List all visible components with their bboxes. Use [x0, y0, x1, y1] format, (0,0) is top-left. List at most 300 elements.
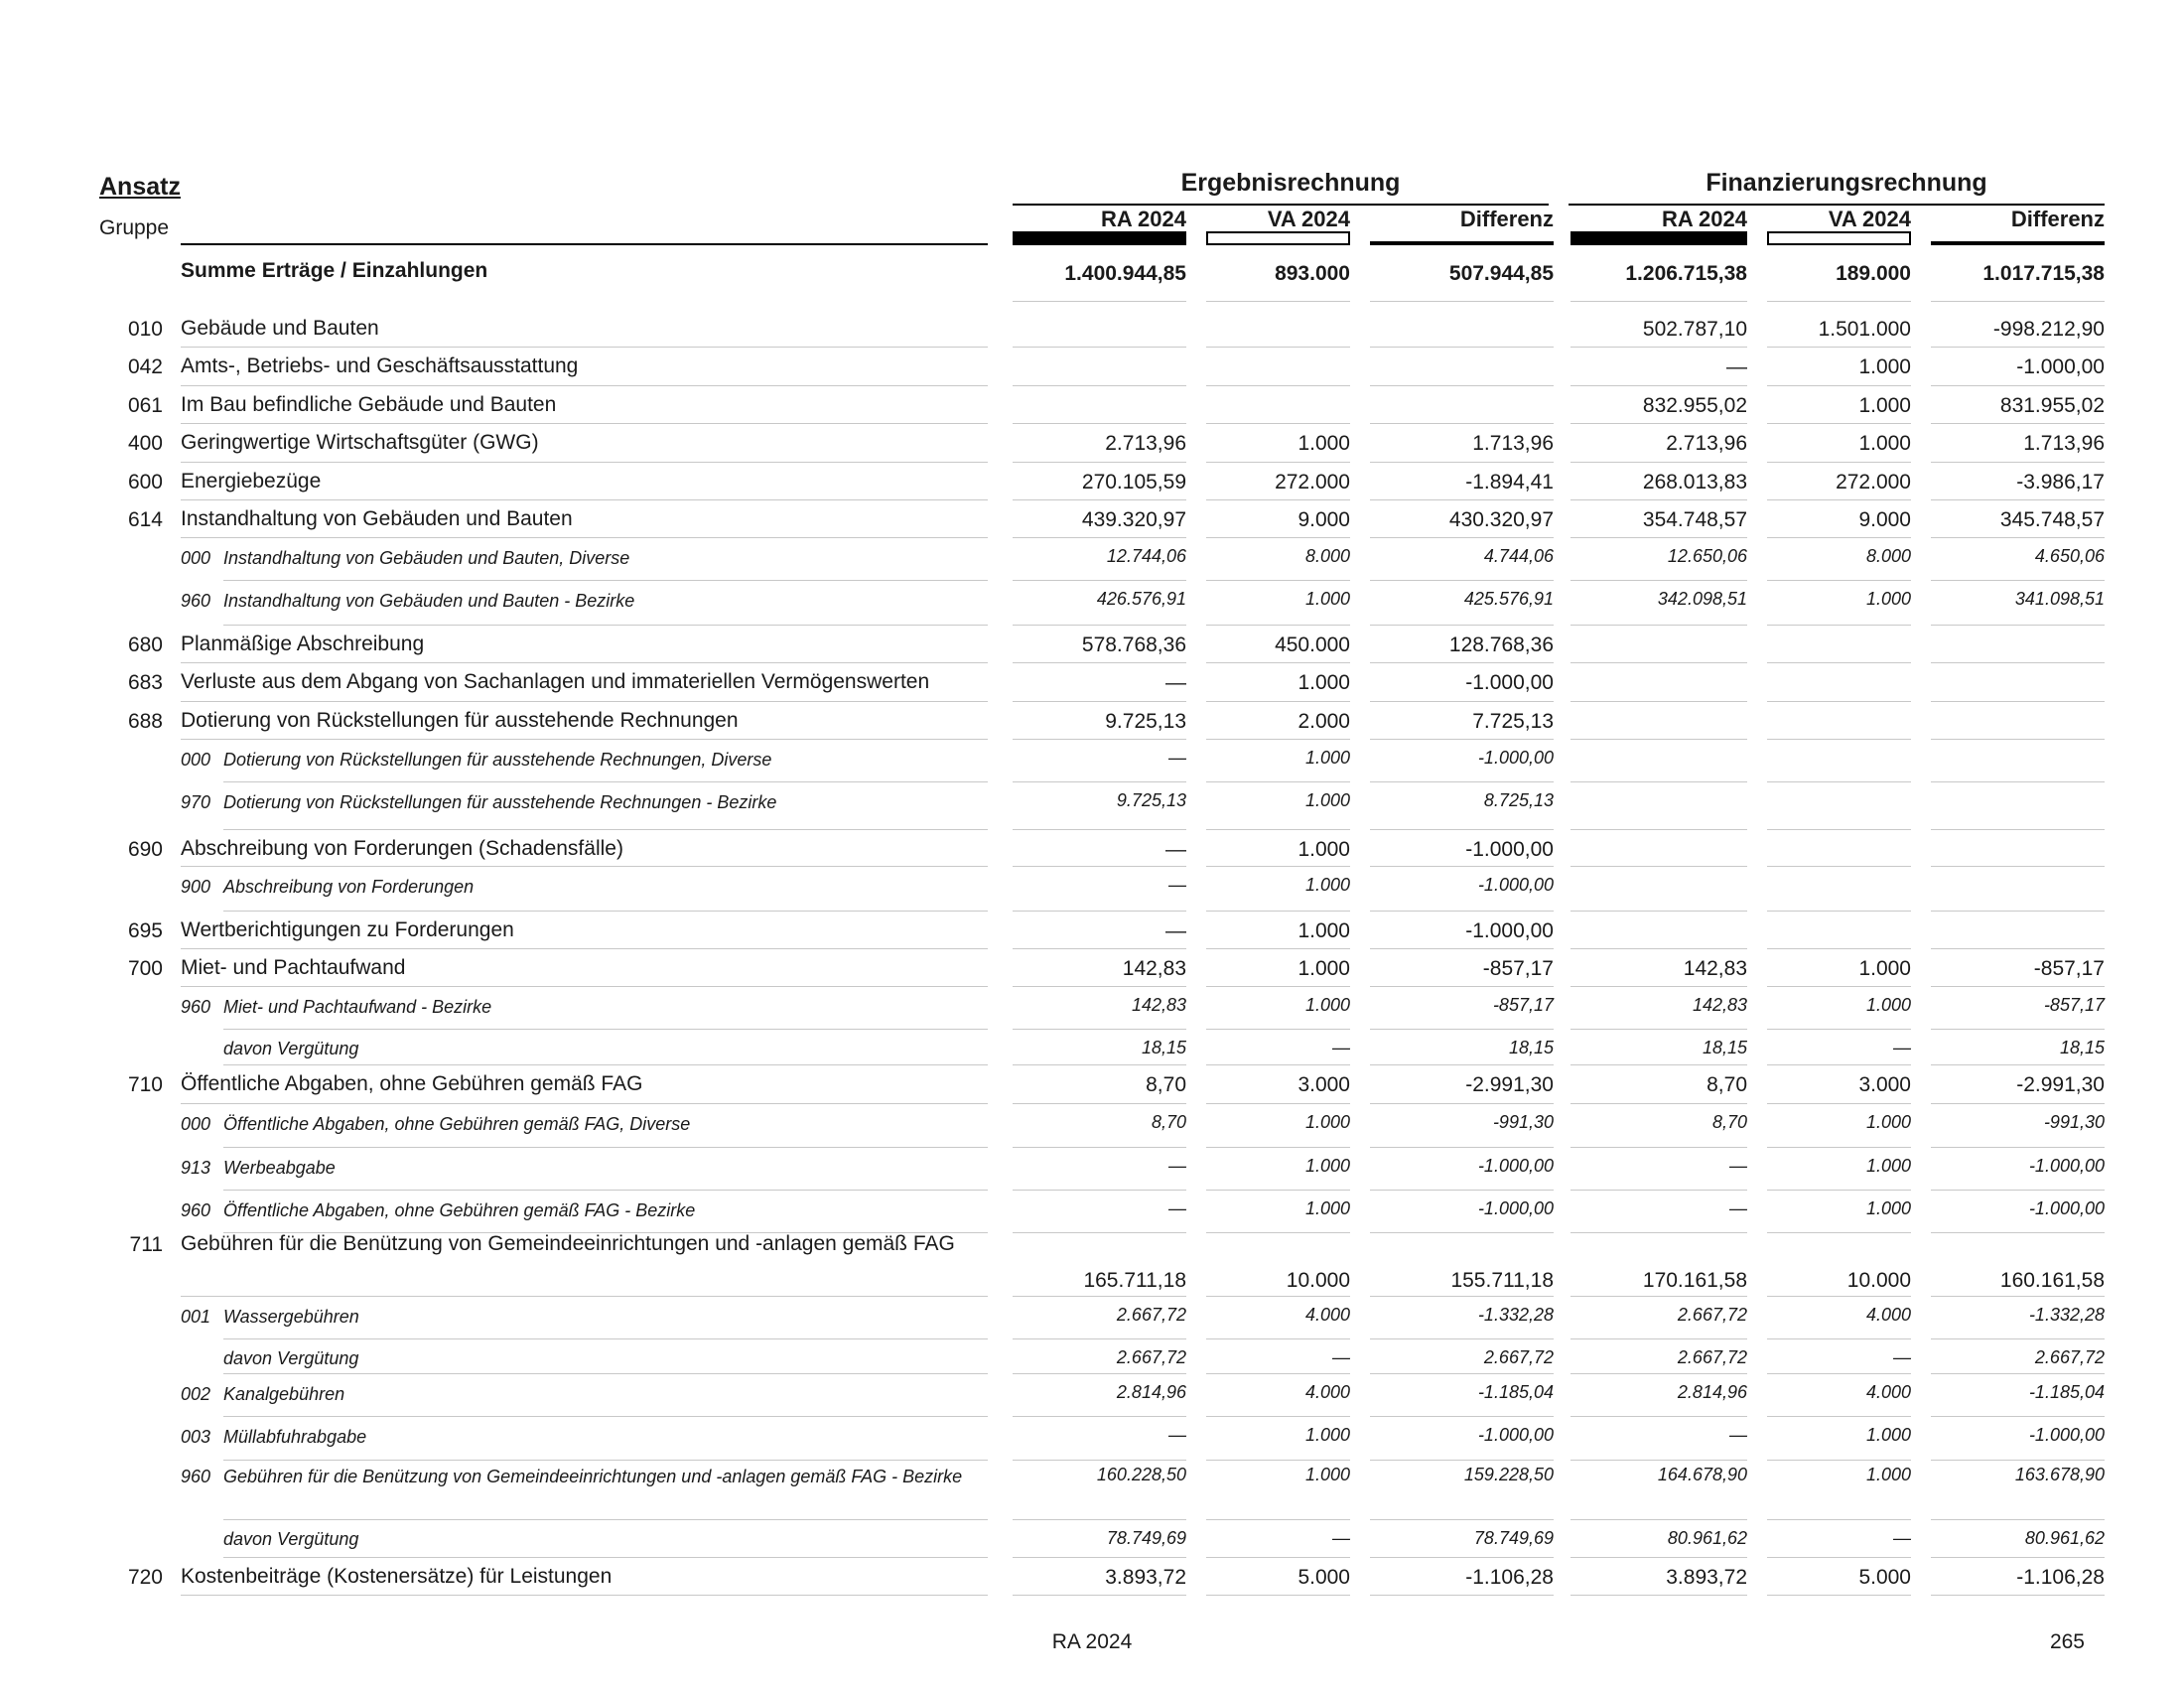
cell-rule	[1206, 537, 1350, 538]
row-label: Planmäßige Abschreibung	[181, 633, 425, 655]
cell-rule	[1206, 781, 1350, 782]
row-value: 4.650,06	[2034, 546, 2105, 566]
table-row	[0, 1341, 2184, 1376]
cell-rule	[1570, 1064, 1747, 1065]
cell-rule	[1370, 701, 1554, 702]
cell-rule	[1570, 1519, 1747, 1520]
cell-rule	[1570, 1103, 1747, 1104]
row-value: 1.501.000	[1818, 318, 1911, 341]
label-rule	[181, 423, 988, 424]
cell-rule	[1206, 580, 1350, 581]
cell-rule	[1931, 1519, 2105, 1520]
cell-rule	[1767, 537, 1911, 538]
row-value: —	[1168, 1425, 1186, 1445]
cell-rule	[1767, 580, 1911, 581]
cell-rule	[1931, 1460, 2105, 1461]
cell-rule	[1767, 829, 1911, 830]
cell-rule	[1206, 1147, 1350, 1148]
table-row	[0, 502, 2184, 540]
cell-rule	[1013, 1416, 1186, 1417]
row-value: 4.000	[1865, 1382, 1911, 1402]
label-rule	[181, 1103, 988, 1104]
cell-rule	[1206, 1373, 1350, 1374]
cell-rule	[1013, 986, 1186, 987]
cell-rule	[1570, 1029, 1747, 1030]
row-value: —	[1332, 1038, 1350, 1057]
cell-rule	[1767, 1373, 1911, 1374]
row-label: Verluste aus dem Abgang von Sachanlagen und immateriellen Vermögenswerten	[181, 670, 930, 693]
label-rule	[223, 1190, 988, 1191]
row-subcode: 900	[181, 877, 211, 897]
cell-rule	[1206, 911, 1350, 912]
row-value: 4.744,06	[1483, 546, 1554, 566]
header-ansatz: Ansatz	[99, 173, 181, 201]
table-row	[0, 665, 2184, 704]
row-value: 1.000	[1297, 671, 1350, 694]
cell-rule	[1767, 1190, 1911, 1191]
row-value: 1.000	[1865, 1425, 1911, 1445]
row-value: 10.000	[1286, 1269, 1350, 1292]
row-code: 061	[127, 394, 163, 417]
cell-rule	[1570, 781, 1747, 782]
cell-rule	[1767, 911, 1911, 912]
cell-rule	[1206, 1296, 1350, 1297]
row-label: Geringwertige Wirtschaftsgüter (GWG)	[181, 431, 539, 454]
cell-rule	[1013, 625, 1186, 626]
cell-rule	[1931, 1064, 2105, 1065]
row-value: 1.000	[1297, 432, 1350, 455]
row-label: Amts-, Betriebs- und Geschäftsausstattung	[181, 354, 579, 377]
cell-rule	[1013, 1029, 1186, 1030]
cell-rule	[1767, 301, 1911, 302]
row-value: 1.000	[1297, 838, 1350, 861]
row-value: 2.814,96	[1116, 1382, 1186, 1402]
cell-rule	[1370, 1460, 1554, 1461]
table-row	[0, 1193, 2184, 1235]
cell-rule	[1206, 1338, 1350, 1339]
row-value: —	[1332, 1528, 1350, 1548]
row-value: 1.000	[1865, 1156, 1911, 1176]
cell-rule	[1013, 1147, 1186, 1148]
cell-rule	[1370, 385, 1554, 386]
cell-rule	[1931, 301, 2105, 302]
cell-rule	[1013, 1338, 1186, 1339]
cell-rule	[1206, 625, 1350, 626]
row-value: 3.893,72	[1666, 1566, 1747, 1589]
cell-rule	[1931, 739, 2105, 740]
label-rule	[223, 1460, 988, 1461]
row-value: -1.000,00	[1477, 1198, 1554, 1218]
row-value: —	[1893, 1347, 1911, 1367]
cell-rule	[1370, 781, 1554, 782]
row-value: —	[1332, 1347, 1350, 1367]
row-value: -1.332,28	[2028, 1305, 2105, 1325]
cell-rule	[1370, 1338, 1554, 1339]
row-value: 18,15	[2059, 1038, 2105, 1057]
row-value: 189.000	[1836, 262, 1911, 285]
label-rule	[181, 739, 988, 740]
cell-rule	[1931, 781, 2105, 782]
cell-rule	[1931, 1147, 2105, 1148]
row-value: 341.098,51	[2014, 589, 2105, 609]
cell-rule	[1013, 499, 1186, 500]
cell-rule	[1206, 423, 1350, 424]
row-value: 18,15	[1141, 1038, 1186, 1057]
label-rule	[181, 462, 988, 463]
cell-rule	[1570, 1416, 1747, 1417]
cell-rule	[1206, 1519, 1350, 1520]
row-code: 690	[127, 838, 163, 861]
row-label: Dotierung von Rückstellungen für ausstehende Rechnungen	[181, 709, 739, 732]
cell-rule	[1570, 537, 1747, 538]
row-value: —	[1729, 1425, 1747, 1445]
table-row	[0, 989, 2184, 1032]
row-sublabel: Kanalgebühren	[223, 1384, 345, 1404]
cell-rule	[1370, 739, 1554, 740]
row-value: 160.228,50	[1096, 1465, 1186, 1484]
cell-rule	[1570, 301, 1747, 302]
label-rule	[223, 1416, 988, 1417]
cell-rule	[1570, 1557, 1747, 1558]
row-value: 164.678,90	[1657, 1465, 1747, 1484]
label-rule	[223, 781, 988, 782]
row-value: -991,30	[1492, 1112, 1554, 1132]
column-header: Differenz	[2010, 207, 2105, 231]
cell-rule	[1370, 1296, 1554, 1297]
column-header: VA 2024	[1267, 207, 1350, 231]
table-row	[0, 258, 2184, 304]
cell-rule	[1570, 662, 1747, 663]
row-value: 18,15	[1702, 1038, 1747, 1057]
row-subcode: 913	[181, 1158, 211, 1178]
row-value: 1.000	[1304, 875, 1350, 895]
row-value: 1.713,96	[1472, 432, 1554, 455]
cell-rule	[1570, 347, 1747, 348]
column-header-bar	[1570, 231, 1747, 245]
cell-rule	[1206, 301, 1350, 302]
row-value: —	[1729, 1156, 1747, 1176]
row-label: Miet- und Pachtaufwand	[181, 956, 406, 979]
cell-rule	[1931, 1103, 2105, 1104]
cell-rule	[1206, 462, 1350, 463]
label-column-rule	[181, 243, 988, 245]
cell-rule	[1931, 1373, 2105, 1374]
row-value: -1.000,00	[2028, 1156, 2105, 1176]
cell-rule	[1931, 1029, 2105, 1030]
row-sublabel: Instandhaltung von Gebäuden und Bauten, Diverse	[223, 548, 630, 568]
row-value: —	[1168, 1156, 1186, 1176]
row-value: 78.749,69	[1106, 1528, 1186, 1548]
cell-rule	[1570, 948, 1747, 949]
table-row	[0, 1032, 2184, 1067]
row-value: -1.332,28	[1477, 1305, 1554, 1325]
cell-rule	[1206, 385, 1350, 386]
row-value: -857,17	[1492, 995, 1554, 1015]
cell-rule	[1013, 1460, 1186, 1461]
row-label: Energiebezüge	[181, 470, 322, 492]
row-value: 2.000	[1297, 710, 1350, 733]
cell-rule	[1370, 1064, 1554, 1065]
label-rule	[181, 1595, 988, 1596]
cell-rule	[1370, 1595, 1554, 1596]
cell-rule	[1931, 1190, 2105, 1191]
cell-rule	[1370, 537, 1554, 538]
cell-rule	[1013, 701, 1186, 702]
cell-rule	[1206, 701, 1350, 702]
cell-rule	[1767, 866, 1911, 867]
cell-rule	[1013, 1064, 1186, 1065]
row-subcode: 000	[181, 548, 211, 568]
table-row	[0, 426, 2184, 465]
cell-rule	[1370, 866, 1554, 867]
cell-rule	[1206, 1557, 1350, 1558]
cell-rule	[1931, 866, 2105, 867]
cell-rule	[1013, 829, 1186, 830]
row-value: 12.744,06	[1106, 546, 1186, 566]
row-value: 2.667,72	[1483, 1347, 1554, 1367]
cell-rule	[1370, 911, 1554, 912]
table-row	[0, 388, 2184, 426]
row-subcode: 000	[181, 1114, 211, 1134]
row-value: 270.105,59	[1081, 471, 1186, 493]
cell-rule	[1931, 423, 2105, 424]
row-value: 5.000	[1858, 1566, 1911, 1589]
cell-rule	[1767, 1296, 1911, 1297]
cell-rule	[1931, 625, 2105, 626]
cell-rule	[1013, 423, 1186, 424]
cell-rule	[1570, 829, 1747, 830]
cell-rule	[1570, 911, 1747, 912]
row-value: 1.000	[1304, 1198, 1350, 1218]
row-value: 893.000	[1275, 262, 1350, 285]
row-value: 2.667,72	[1116, 1305, 1186, 1325]
row-value: -1.000,00	[1477, 748, 1554, 768]
row-value: 450.000	[1275, 633, 1350, 656]
cell-rule	[1370, 948, 1554, 949]
row-value: -1.185,04	[1477, 1382, 1554, 1402]
table-row	[0, 1560, 2184, 1598]
label-rule	[181, 347, 988, 348]
cell-rule	[1206, 1595, 1350, 1596]
row-value: 831.955,02	[1999, 394, 2105, 417]
column-header-bar	[1206, 231, 1350, 245]
row-value: 1.000	[1865, 995, 1911, 1015]
cell-rule	[1931, 499, 2105, 500]
row-value: -1.106,28	[1465, 1566, 1554, 1589]
row-value: -1.000,00	[1465, 671, 1554, 694]
row-value: —	[1726, 355, 1747, 378]
cell-rule	[1206, 986, 1350, 987]
cell-rule	[1767, 499, 1911, 500]
row-value: —	[1893, 1528, 1911, 1548]
row-code: 683	[127, 671, 163, 694]
row-sublabel: Miet- und Pachtaufwand - Bezirke	[223, 997, 492, 1017]
row-code: 710	[127, 1073, 163, 1096]
cell-rule	[1013, 1519, 1186, 1520]
table-row	[0, 951, 2184, 989]
row-label: Instandhaltung von Gebäuden und Bauten	[181, 507, 573, 530]
label-rule	[181, 701, 988, 702]
cell-rule	[1570, 1460, 1747, 1461]
row-value: -857,17	[2033, 957, 2105, 980]
cell-rule	[1206, 1029, 1350, 1030]
row-value: 1.000	[1858, 394, 1911, 417]
cell-rule	[1013, 948, 1186, 949]
cell-rule	[1370, 301, 1554, 302]
row-sublabel: Öffentliche Abgaben, ohne Gebühren gemäß FAG - Bezirke	[223, 1200, 696, 1220]
row-value: 3.000	[1858, 1073, 1911, 1096]
row-label: Wertberichtigungen zu Forderungen	[181, 918, 514, 941]
cell-rule	[1206, 866, 1350, 867]
row-subcode: 000	[181, 750, 211, 770]
row-value: 142,83	[1692, 995, 1747, 1015]
label-rule	[223, 1519, 988, 1520]
table-row	[0, 583, 2184, 628]
cell-rule	[1370, 1557, 1554, 1558]
row-value: 1.000	[1858, 355, 1911, 378]
row-value: 78.749,69	[1473, 1528, 1554, 1548]
cell-rule	[1931, 347, 2105, 348]
row-value: -1.106,28	[2016, 1566, 2105, 1589]
row-value: -1.894,41	[1465, 471, 1554, 493]
row-subcode: 960	[181, 1200, 211, 1220]
row-code: 400	[127, 432, 163, 455]
cell-rule	[1570, 1373, 1747, 1374]
row-value: 163.678,90	[2014, 1465, 2105, 1484]
cell-rule	[1013, 1557, 1186, 1558]
row-value: 1.400.944,85	[1064, 262, 1186, 285]
row-value: 128.768,36	[1448, 633, 1554, 656]
row-code: 680	[127, 633, 163, 656]
cell-rule	[1767, 1147, 1911, 1148]
cell-rule	[1013, 739, 1186, 740]
cell-rule	[1767, 625, 1911, 626]
row-value: 578.768,36	[1081, 633, 1186, 656]
row-value: 272.000	[1836, 471, 1911, 493]
table-row	[0, 869, 2184, 914]
table-row	[0, 312, 2184, 350]
row-value: 2.667,72	[1677, 1347, 1747, 1367]
row-value: 1.000	[1304, 790, 1350, 810]
cell-rule	[1931, 911, 2105, 912]
cell-rule	[1767, 1103, 1911, 1104]
cell-rule	[1767, 701, 1911, 702]
cell-rule	[1370, 580, 1554, 581]
row-label: Im Bau befindliche Gebäude und Bauten	[181, 393, 557, 416]
cell-rule	[1767, 1595, 1911, 1596]
cell-rule	[1767, 385, 1911, 386]
label-rule	[181, 866, 988, 867]
row-subcode: 960	[181, 591, 211, 611]
row-value: -1.000,00	[2028, 1425, 2105, 1445]
row-code: 042	[127, 355, 163, 378]
table-row	[0, 1067, 2184, 1106]
label-rule	[223, 1338, 988, 1339]
row-value: 1.000	[1304, 1425, 1350, 1445]
row-sublabel: Dotierung von Rückstellungen für ausstehende Rechnungen, Diverse	[223, 750, 772, 770]
row-value: 430.320,97	[1448, 508, 1554, 531]
cell-rule	[1206, 1064, 1350, 1065]
row-value: 1.000	[1304, 1156, 1350, 1176]
row-value: 9.000	[1858, 508, 1911, 531]
cell-rule	[1767, 1064, 1911, 1065]
label-rule	[181, 499, 988, 500]
cell-rule	[1767, 462, 1911, 463]
row-sublabel: davon Vergütung	[223, 1348, 359, 1368]
row-value: 439.320,97	[1081, 508, 1186, 531]
label-rule	[223, 580, 988, 581]
table-row	[0, 628, 2184, 665]
row-value: 8,70	[1146, 1073, 1186, 1096]
cell-rule	[1570, 423, 1747, 424]
row-value: 345.748,57	[1999, 508, 2105, 531]
row-value: -1.000,00	[2028, 1198, 2105, 1218]
row-value: —	[1165, 671, 1186, 694]
row-value: 4.000	[1304, 1305, 1350, 1325]
label-rule	[181, 537, 988, 538]
cell-rule	[1013, 781, 1186, 782]
cell-rule	[1370, 662, 1554, 663]
cell-rule	[1370, 1103, 1554, 1104]
row-value: 268.013,83	[1642, 471, 1747, 493]
row-subcode: 003	[181, 1427, 211, 1447]
cell-rule	[1767, 423, 1911, 424]
row-sublabel: Öffentliche Abgaben, ohne Gebühren gemäß FAG, Diverse	[223, 1114, 691, 1134]
cell-rule	[1767, 1416, 1911, 1417]
cell-rule	[1570, 866, 1747, 867]
cell-rule	[1931, 1296, 2105, 1297]
row-value: 2.713,96	[1105, 432, 1186, 455]
row-value: —	[1168, 875, 1186, 895]
row-sublabel: Müllabfuhrabgabe	[223, 1427, 367, 1447]
cell-rule	[1931, 829, 2105, 830]
row-value: 9.000	[1297, 508, 1350, 531]
row-value: 832.955,02	[1642, 394, 1747, 417]
label-rule	[223, 1029, 988, 1030]
cell-rule	[1206, 499, 1350, 500]
cell-rule	[1013, 866, 1186, 867]
row-value: -2.991,30	[1465, 1073, 1554, 1096]
row-value: 7.725,13	[1472, 710, 1554, 733]
row-value: -1.185,04	[2028, 1382, 2105, 1402]
row-value: 1.000	[1304, 1465, 1350, 1484]
row-value: —	[1168, 748, 1186, 768]
cell-rule	[1206, 1103, 1350, 1104]
cell-rule	[1931, 662, 2105, 663]
cell-rule	[1570, 1595, 1747, 1596]
cell-rule	[1570, 701, 1747, 702]
row-code: 700	[127, 957, 163, 980]
row-value: 502.787,10	[1642, 318, 1747, 341]
table-row	[0, 540, 2184, 583]
row-value: 12.650,06	[1667, 546, 1747, 566]
cell-rule	[1206, 1460, 1350, 1461]
cell-rule	[1931, 1338, 2105, 1339]
row-value: 160.161,58	[1999, 1269, 2105, 1292]
label-rule	[223, 1557, 988, 1558]
row-value: 4.000	[1304, 1382, 1350, 1402]
row-value: 3.893,72	[1105, 1566, 1186, 1589]
row-value: -1.000,00	[1477, 1425, 1554, 1445]
cell-rule	[1206, 829, 1350, 830]
row-value: 1.000	[1297, 957, 1350, 980]
column-header: Differenz	[1459, 207, 1554, 231]
cell-rule	[1570, 739, 1747, 740]
row-value: -857,17	[1482, 957, 1554, 980]
cell-rule	[1931, 385, 2105, 386]
table-row	[0, 465, 2184, 502]
row-value: 425.576,91	[1463, 589, 1554, 609]
